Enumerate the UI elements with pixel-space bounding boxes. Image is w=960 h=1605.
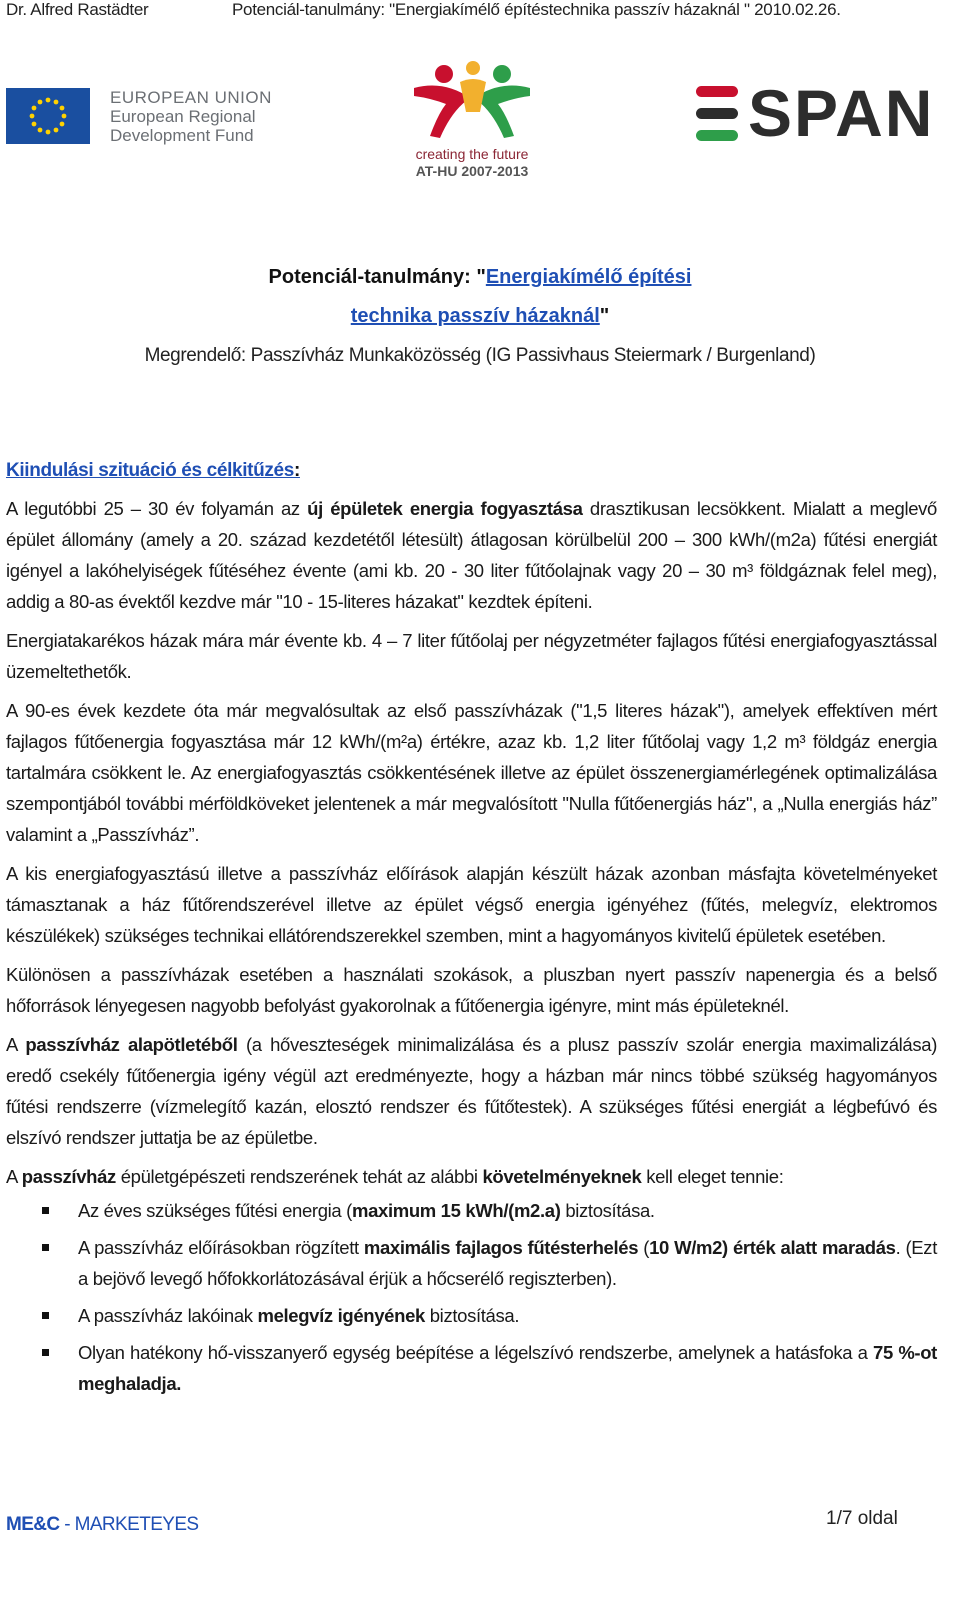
p6-bold: passzívház alapötletéből [25, 1034, 238, 1055]
header-author: Dr. Alfred Rastädter [6, 0, 149, 19]
espan-wordmark: SPAN [748, 76, 935, 150]
eu-flag-icon [6, 88, 90, 144]
p7-text-a: A [6, 1166, 22, 1187]
eu-line-1: EUROPEAN UNION [110, 88, 272, 107]
footer-company [6, 1514, 199, 1536]
client-line: Megrendelő: Passzívház Munkaközösség (IG Passivhaus Steiermark / Burgenland) [144, 345, 816, 366]
req-2-bold-2: 10 W/m2) érték alatt maradás [649, 1237, 896, 1258]
title-line-2 [0, 297, 960, 336]
p1-text-a: A legutóbbi 25 – 30 év folyamán az [6, 498, 308, 519]
p7-bold-2: követelményeknek [482, 1166, 642, 1187]
espan-logo [696, 76, 935, 150]
logo-row [0, 50, 960, 220]
title-link-part-1[interactable]: Energiakímélő építési [485, 266, 692, 288]
req-2-text-c: ( [638, 1237, 650, 1258]
eu-wordmark [110, 88, 290, 145]
bullet-icon [42, 1207, 49, 1214]
paragraph-6 [6, 1029, 937, 1153]
eu-line-2: European Regional [110, 107, 256, 126]
p1-bold: új épületek energia fogyasztása [307, 498, 583, 519]
footer-company-rest: - MARKETEYES [59, 1514, 199, 1535]
requirements-list [6, 1195, 937, 1399]
p7-text-c: épületgépészeti rendszerének tehát az alábbi [115, 1166, 483, 1187]
section-heading-link[interactable]: Kiindulási szituáció és célkitűzés [6, 460, 294, 481]
paragraph-1 [6, 493, 937, 617]
paragraph-4: A kis energiafogyasztású illetve a passzívház előírások alapján készült házak azonban másfajta követelményeket támasztanak a ház fűtőrendszerével illetve az épület végső energia igényéhez (fűtés, melegvíz, elektromos készülékek) szükséges technikai ellátórendszerekkel szemben, mint a hagyományos kivitelű épületek esetében. [6, 863, 937, 946]
paragraph-3: A 90-es évek kezdete óta már megvalósultak az első passzívházak ("1,5 literes házak"), amelyek effektíven mért fajlagos fűtőenergia fogyasztása már 12 kWh/(m²a) értékre, azaz kb. 1,2 liter fűtőolaj vagy 1,2 m³ földgáz energia tartalmára csökkent le. Az energiafogyasztás csökkentésének illetve az épület összenergiamérlegének optimalizálása szempontjából további mérföldköveket jelentenek a már megvalósított "Nulla fűtőenergiás ház", a „Nulla energiás ház” valamint a „Passzívház”. [6, 700, 937, 845]
header-title-date: Potenciál-tanulmány: "Energiakímélő építéstechnika passzív házaknál " 2010.02.26. [232, 0, 841, 19]
list-item [6, 1337, 937, 1399]
bullet-icon [42, 1312, 49, 1319]
list-item [6, 1300, 937, 1331]
paragraph-5: Különösen a passzívházak esetében a használati szokások, a pluszban nyert passzív napenergia és a belső hőforrások lényegesen nagyobb befolyást gyakorolnak a fűtőenergia igényre, mint más épületeknél. [6, 964, 937, 1016]
p1-text-c: drasztikusan lecsökkent. Mialatt a meglevő épület állomány (amely a 20. század kezdetétől létesült) átlagosan körülbelül 200 – 300 kWh/(m2a) fűtési energiát igényel a lakóhelyiségek fűtéséhez évente (ami kb. 20 - 30 liter fűtőolajnak vagy 20 – 30 m³ földgáznak felel meg), addig a 80-as évektől kezdve már "10 - 15-literes házakat" kezdtek építeni. [6, 498, 937, 612]
req-4-text-a: Olyan hatékony hő-visszanyerő egység beépítése a légelszívó rendszerbe, amelynek a hatásfoka a [78, 1342, 874, 1363]
req-3-text-a: A passzívház lakóinak [78, 1305, 258, 1326]
req-4-bold: 75 %-ot meghaladja. [78, 1342, 937, 1394]
title-prefix: Potenciál-tanulmány: " [268, 266, 486, 288]
program-logo [392, 52, 552, 217]
title-suffix: " [599, 305, 610, 327]
body-content [6, 456, 937, 1405]
p6-text-c: (a hőveszteségek minimalizálása és a plusz passzív szolár energia maximalizálása) eredő csekély fűtőenergia igény végül azt eredményezte, hogy a házban már nincs többé szükség hagyományos fűtési rendszerre (vízmelegítő kazán, elosztó rendszer és fűtőtestek). A szükséges fűtési energiát a légbefúvó és elszívó rendszer juttatja be az épületbe. [6, 1034, 938, 1148]
eu-line-3: Development Fund [110, 126, 254, 145]
bullet-icon [42, 1244, 49, 1251]
program-years: AT-HU 2007-2013 [415, 163, 529, 179]
p7-text-e: kell eleget tennie: [641, 1166, 784, 1187]
req-3-bold: melegvíz igényének [257, 1305, 425, 1326]
program-caption [392, 146, 552, 180]
program-figures-icon [392, 52, 552, 147]
req-2-text-e: . (Ezt a bejövő levegő hőfokkorlátozásával érjük a hőcserélő regiszterben). [78, 1237, 937, 1289]
req-1-text-a: Az éves szükséges fűtési energia ( [78, 1200, 352, 1221]
title-link-part-2[interactable]: technika passzív házaknál [350, 305, 600, 327]
list-item [6, 1195, 937, 1226]
paragraph-7 [6, 1161, 937, 1192]
program-tagline: creating the future [415, 146, 529, 162]
section-heading [6, 456, 937, 485]
footer-company-bold: ME&C [6, 1514, 60, 1535]
footer-page-number: 1/7 oldal [826, 1508, 898, 1529]
p6-text-a: A [6, 1034, 26, 1055]
document-title [0, 258, 960, 376]
list-item [6, 1232, 937, 1294]
paragraph-2: Energiatakarékos házak mára már évente kb. 4 – 7 liter fűtőolaj per négyzetméter fajlagos fűtési energiafogyasztással üzemeltethetők. [6, 630, 937, 682]
bullet-icon [42, 1349, 49, 1356]
req-3-text-c: biztosítása. [424, 1305, 520, 1326]
req-2-text-a: A passzívház előírásokban rögzített [78, 1237, 364, 1258]
section-heading-colon: : [293, 460, 300, 481]
req-1-bold: maximum 15 kWh/(m2.a) [351, 1200, 561, 1221]
req-1-text-c: biztosítása. [560, 1200, 655, 1221]
title-line-1 [0, 258, 960, 297]
espan-e-icon [696, 86, 742, 142]
p7-bold-1: passzívház [21, 1166, 116, 1187]
req-2-bold-1: maximális fajlagos fűtésterhelés [363, 1237, 639, 1258]
